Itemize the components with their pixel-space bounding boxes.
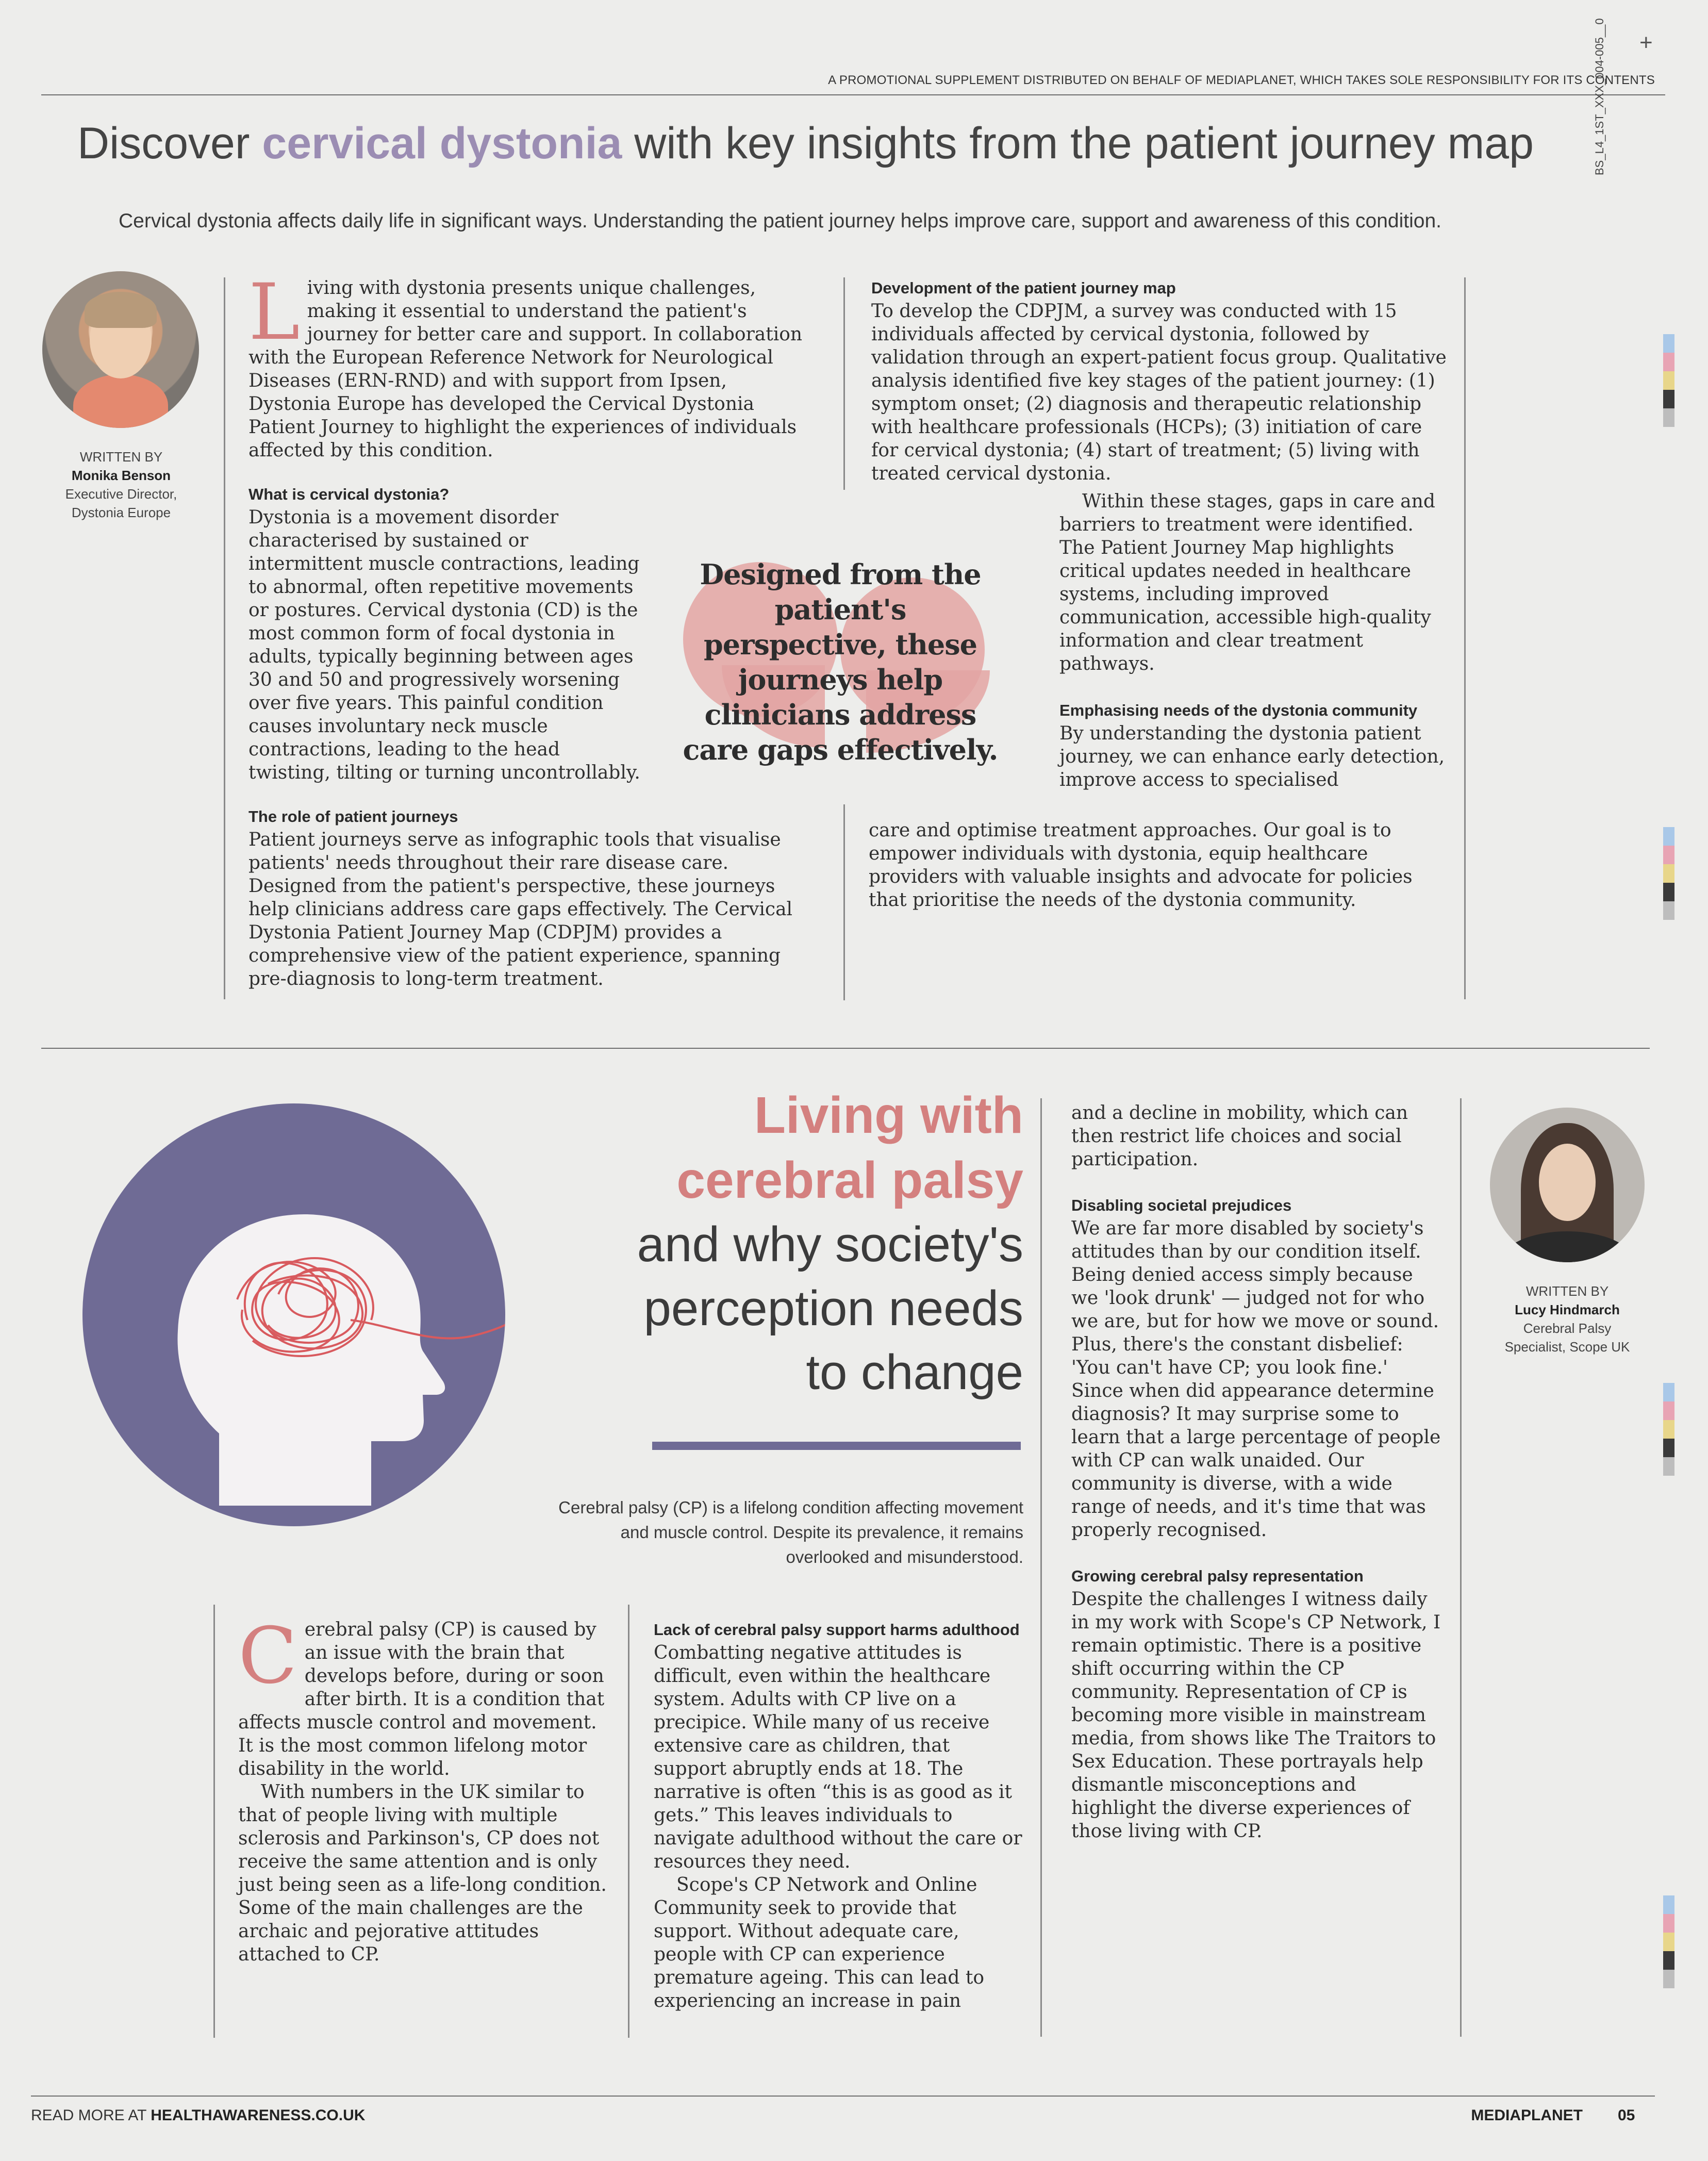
article2-column3 [1071,1101,1442,1843]
drop-cap: C [238,1611,297,1701]
body-paragraph: Patient journeys serve as infographic tools that visualise patients' needs throughout their rare disease care. Designed from the patient's perspective, these journeys help clinicians address care gaps effectively. The Cervical Dystonia Patient Journey Map (CDPJM) provides a comprehensive view of the patient experience, spanning pre-diagnosis to long-term treatment. [248,829,793,989]
body-paragraph: By understanding the dystonia patient journey, we can enhance early detection, improve access to specialised [1059,723,1445,790]
headline-pre: Discover [77,119,262,168]
body-paragraph: We are far more disabled by society's attitudes than by our condition itself. Being denied access simply because we 'look drunk' — judged not for who we are, but for how we move or sound. Plus, there's the constant disbelief: 'You can't have CP; you look fine.' Since when did appearance determine diagnosis? It may surprise some to learn that a large percentage of people with CP can walk unaided. Our community is diverse, with a wide range of needs, and it's time that was properly recognised. [1071,1218,1441,1541]
section-heading: Disabling societal prejudices [1071,1196,1292,1214]
column-rule [843,277,845,490]
column-rule [1464,277,1466,999]
article1-column2 [871,276,1449,485]
article2-column1 [238,1611,609,1966]
author-role: Executive Director, [65,486,177,502]
headline-line1: Living with [754,1086,1023,1144]
article2-headline [516,1083,1023,1405]
headline-line2: cerebral palsy [676,1151,1023,1209]
headline-underline [652,1442,1021,1450]
article1-column2-bottom [869,819,1446,912]
body-paragraph: Scope's CP Network and Online Community seek to provide that support. Without adequate care, people with CP can experience premature ageing. This can lead to experiencing an increase in pain [654,1874,985,2011]
author-name: Monika Benson [71,468,171,483]
section-heading: Development of the patient journey map [871,279,1176,297]
headline-post: with key insights from the patient journey map [622,119,1534,168]
author-name: Lucy Hindmarch [1515,1302,1620,1317]
print-code: BS_L4_1ST_XXX_004-005__0 [1593,18,1606,175]
column-rule [224,277,225,999]
footer-rule [31,2096,1655,2097]
website-link[interactable]: HEALTHAWARENESS.CO.UK [151,2107,366,2124]
column-rule [1040,1098,1042,2037]
body-paragraph: care and optimise treatment approaches. Our goal is to empower individuals with dystonia, equip healthcare providers with valuable insights and advocate for policies that prioritise the needs of the dystonia community. [869,820,1413,911]
article1-standfirst: Cervical dystonia affects daily life in significant ways. Understanding the patient journey helps improve care, support and awareness of this condition. [119,210,1442,232]
author-photo-monika [42,271,199,428]
headline-line4: perception needs [643,1281,1023,1336]
author-org: Dystonia Europe [71,505,171,520]
headline-line5: to change [806,1345,1023,1400]
head-illustration [82,1103,505,1526]
article1-headline [77,118,1665,169]
column-rule [843,804,845,1000]
headline-highlight: cervical dystonia [262,119,622,168]
article1-column2-inset [1059,490,1451,791]
intro-paragraph: erebral palsy (CP) is caused by an issue with the brain that develops before, during or soon after birth. It is a condition that affects muscle control and movement. It is the most common lifelong motor disability in the world. [238,1619,605,1779]
page-number: 05 [1618,2107,1635,2124]
section-heading: Lack of cerebral palsy support harms adulthood [654,1621,1020,1639]
article2-standfirst: Cerebral palsy (CP) is a lifelong condition affecting movement and muscle control. Despite its prevalence, it remains overlooked and misunderstood. [558,1498,1023,1566]
section-heading: Growing cerebral palsy representation [1071,1567,1364,1585]
body-paragraph: Within these stages, gaps in care and barriers to treatment were identified. The Patient Journey Map highlights critical updates needed in healthcare systems, including improved communication, accessible high-quality information and clear treatment pathways. [1059,491,1435,674]
column-rule [628,1605,629,2038]
article-divider [41,1048,1650,1049]
body-paragraph: Dystonia is a movement disorder characterised by sustained or intermittent muscle contractions, leading to abnormal, often repetitive movements or postures. Cervical dystonia (CD) is the most common form of focal dystonia in adults, typically beginning between ages 30 and 50 and progressively worsening over five years. This painful condition causes involuntary neck muscle contractions, leading to the head twisting, tilting or turning uncontrollably. [248,507,640,783]
body-paragraph: and a decline in mobility, which can then restrict life choices and social participation. [1071,1102,1408,1170]
body-paragraph: Despite the challenges I witness daily in my work with Scope's CP Network, I remain optimistic. There is a positive shift occurring within the CP community. Representation of CP is becoming more visible in mainstream media, from shows like The Traitors to Sex Education. These portrayals help dismantle misconceptions and highlight the diverse experiences of those living with CP. [1071,1589,1441,1842]
column-rule [213,1605,215,2038]
head-silhouette-icon [82,1103,505,1526]
crop-plus-mark: + [1639,30,1653,55]
intro-paragraph: iving with dystonia presents unique challenges, making it essential to understand the patient's journey for better care and support. In collaboration with the European Reference Network for Neurological Diseases (ERN-RND) and with support from Ipsen, Dystonia Europe has developed the Cervical Dystonia Patient Journey to highlight the experiences of individuals affected by this condition. [248,277,803,461]
author-org: Specialist, Scope UK [1504,1339,1630,1355]
byline-monika [36,448,206,522]
section-heading: The role of patient journeys [248,807,458,826]
headline-line3: and why society's [637,1217,1023,1272]
body-paragraph: With numbers in the UK similar to that of people living with multiple sclerosis and Parkinson's, CP does not receive the same attention and is only just being seen as a life-long condition. Some of the main challenges are the archaic and pejorative attitudes attached to CP. [238,1781,607,1965]
written-by-label: WRITTEN BY [79,449,163,465]
article2-column2 [654,1618,1025,2012]
drop-cap: L [248,268,300,357]
section-heading: Emphasising needs of the dystonia community [1059,701,1418,719]
supplement-disclaimer: A PROMOTIONAL SUPPLEMENT DISTRIBUTED ON BEHALF OF MEDIAPLANET, WHICH TAKES SOLE RESPONSIBILITY FOR ITS CONTENTS [828,73,1655,87]
column-rule [1460,1098,1462,2037]
author-photo-lucy [1490,1108,1645,1262]
section-heading: What is cervical dystonia? [248,485,450,503]
read-more-prefix: READ MORE AT [31,2107,151,2124]
byline-lucy [1480,1282,1655,1356]
written-by-label: WRITTEN BY [1525,1283,1609,1299]
read-more [31,2107,365,2124]
brand-name: MEDIAPLANET [1471,2107,1583,2124]
header-rule [41,94,1665,95]
body-paragraph: To develop the CDPJM, a survey was conducted with 15 individuals affected by cervical dystonia, followed by validation through an expert-patient focus group. Qualitative analysis identified five key stages of the patient journey: (1) symptom onset; (2) diagnosis and therapeutic relationship with healthcare professionals (HCPs); (3) initiation of care for cervical dystonia; (4) start of treatment; (5) living with treated cervical dystonia. [871,301,1447,484]
pull-quote: Designed from the patient's perspective, these journeys help clinicians address care gaps effectively. [683,558,998,766]
body-paragraph: Combatting negative attitudes is difficult, even within the healthcare system. Adults with CP live on a precipice. While many of us receive extensive care as children, that support abruptly ends at 18. The narrative is often “this is as good as it gets.” This leaves individuals to navigate adulthood without the care or resources they need. [654,1642,1022,1872]
author-role: Cerebral Palsy [1523,1321,1612,1336]
